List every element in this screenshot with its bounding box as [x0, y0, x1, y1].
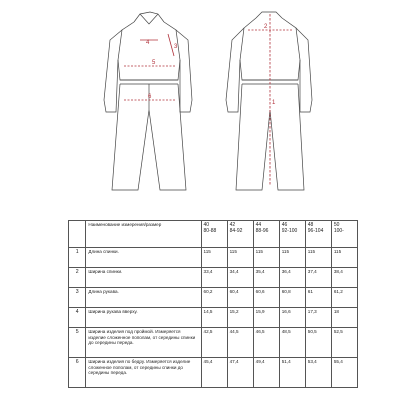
row-value: 60,4	[227, 288, 253, 308]
table-row	[69, 248, 358, 268]
row-number: 6	[69, 358, 86, 388]
row-value: 16,6	[279, 308, 305, 328]
table-row	[69, 288, 358, 308]
row-value: 15,9	[253, 308, 279, 328]
row-value: 115	[331, 248, 357, 268]
size-header-48: 48 96-104	[305, 221, 331, 248]
row-value: 115	[279, 248, 305, 268]
row-value: 61	[305, 288, 331, 308]
row-value: 42,5	[201, 328, 227, 358]
row-label: Ширина изделия под проймой. Измеряется изделие сложенное пополам, от середины спинки до середины переда.	[86, 328, 201, 358]
row-value: 60,8	[279, 288, 305, 308]
row-value: 18	[331, 308, 357, 328]
row-value: 52,5	[331, 328, 357, 358]
size-header-44: 44 88-96	[253, 221, 279, 248]
row-value: 115	[253, 248, 279, 268]
row-value: 46,5	[253, 328, 279, 358]
back-mark-1: 1	[272, 100, 276, 106]
front-mark-6: 6	[148, 94, 152, 100]
front-measure-lines	[124, 34, 176, 100]
row-value: 51,4	[279, 358, 305, 388]
front-mark-5: 5	[152, 60, 156, 66]
row-number: 2	[69, 268, 86, 288]
header-measurement-label: Наименование измерения/размер	[86, 221, 201, 248]
row-label: Ширина рукава вверху.	[86, 308, 201, 328]
row-label: Ширина спинки.	[86, 268, 201, 288]
row-value: 115	[227, 248, 253, 268]
row-value: 60,2	[201, 288, 227, 308]
header-number-cell	[69, 221, 86, 248]
row-value: 34,4	[227, 268, 253, 288]
back-view-sketch	[226, 12, 312, 190]
row-value: 35,4	[253, 268, 279, 288]
row-value: 14,5	[201, 308, 227, 328]
front-mark-3: 3	[174, 44, 178, 50]
row-value: 37,4	[305, 268, 331, 288]
row-value: 33,4	[201, 268, 227, 288]
row-value: 115	[201, 248, 227, 268]
table-row	[69, 328, 358, 358]
row-value: 115	[305, 248, 331, 268]
row-label: Ширина изделия по бедру. Измеряется изделие сложенное пополам, от середины спинки до середины переда.	[86, 358, 201, 388]
row-value: 36,4	[279, 268, 305, 288]
row-value: 15,2	[227, 308, 253, 328]
table-row	[69, 268, 358, 288]
row-value: 48,5	[279, 328, 305, 358]
row-value: 17,3	[305, 308, 331, 328]
table-header-row	[69, 221, 358, 248]
row-number: 4	[69, 308, 86, 328]
row-value: 61,2	[331, 288, 357, 308]
row-value: 45,4	[201, 358, 227, 388]
front-mark-4: 4	[146, 40, 150, 46]
row-label: Длина спинки.	[86, 248, 201, 268]
row-value: 50,5	[305, 328, 331, 358]
row-value: 55,4	[331, 358, 357, 388]
back-mark-2: 2	[264, 24, 268, 30]
size-header-46: 46 92-100	[279, 221, 305, 248]
size-header-40: 40 80-88	[201, 221, 227, 248]
row-label: Длина рукава.	[86, 288, 201, 308]
size-header-42: 42 84-92	[227, 221, 253, 248]
row-number: 3	[69, 288, 86, 308]
row-value: 60,6	[253, 288, 279, 308]
table-row	[69, 358, 358, 388]
table-row	[69, 308, 358, 328]
row-value: 44,5	[227, 328, 253, 358]
row-number: 1	[69, 248, 86, 268]
front-view-sketch	[104, 12, 192, 190]
size-chart-table	[68, 220, 358, 388]
row-value: 49,4	[253, 358, 279, 388]
row-number: 5	[69, 328, 86, 358]
row-value: 38,4	[331, 268, 357, 288]
size-header-50: 50 100-	[331, 221, 357, 248]
row-value: 47,4	[227, 358, 253, 388]
row-value: 53,4	[305, 358, 331, 388]
back-measure-lines	[248, 14, 292, 186]
